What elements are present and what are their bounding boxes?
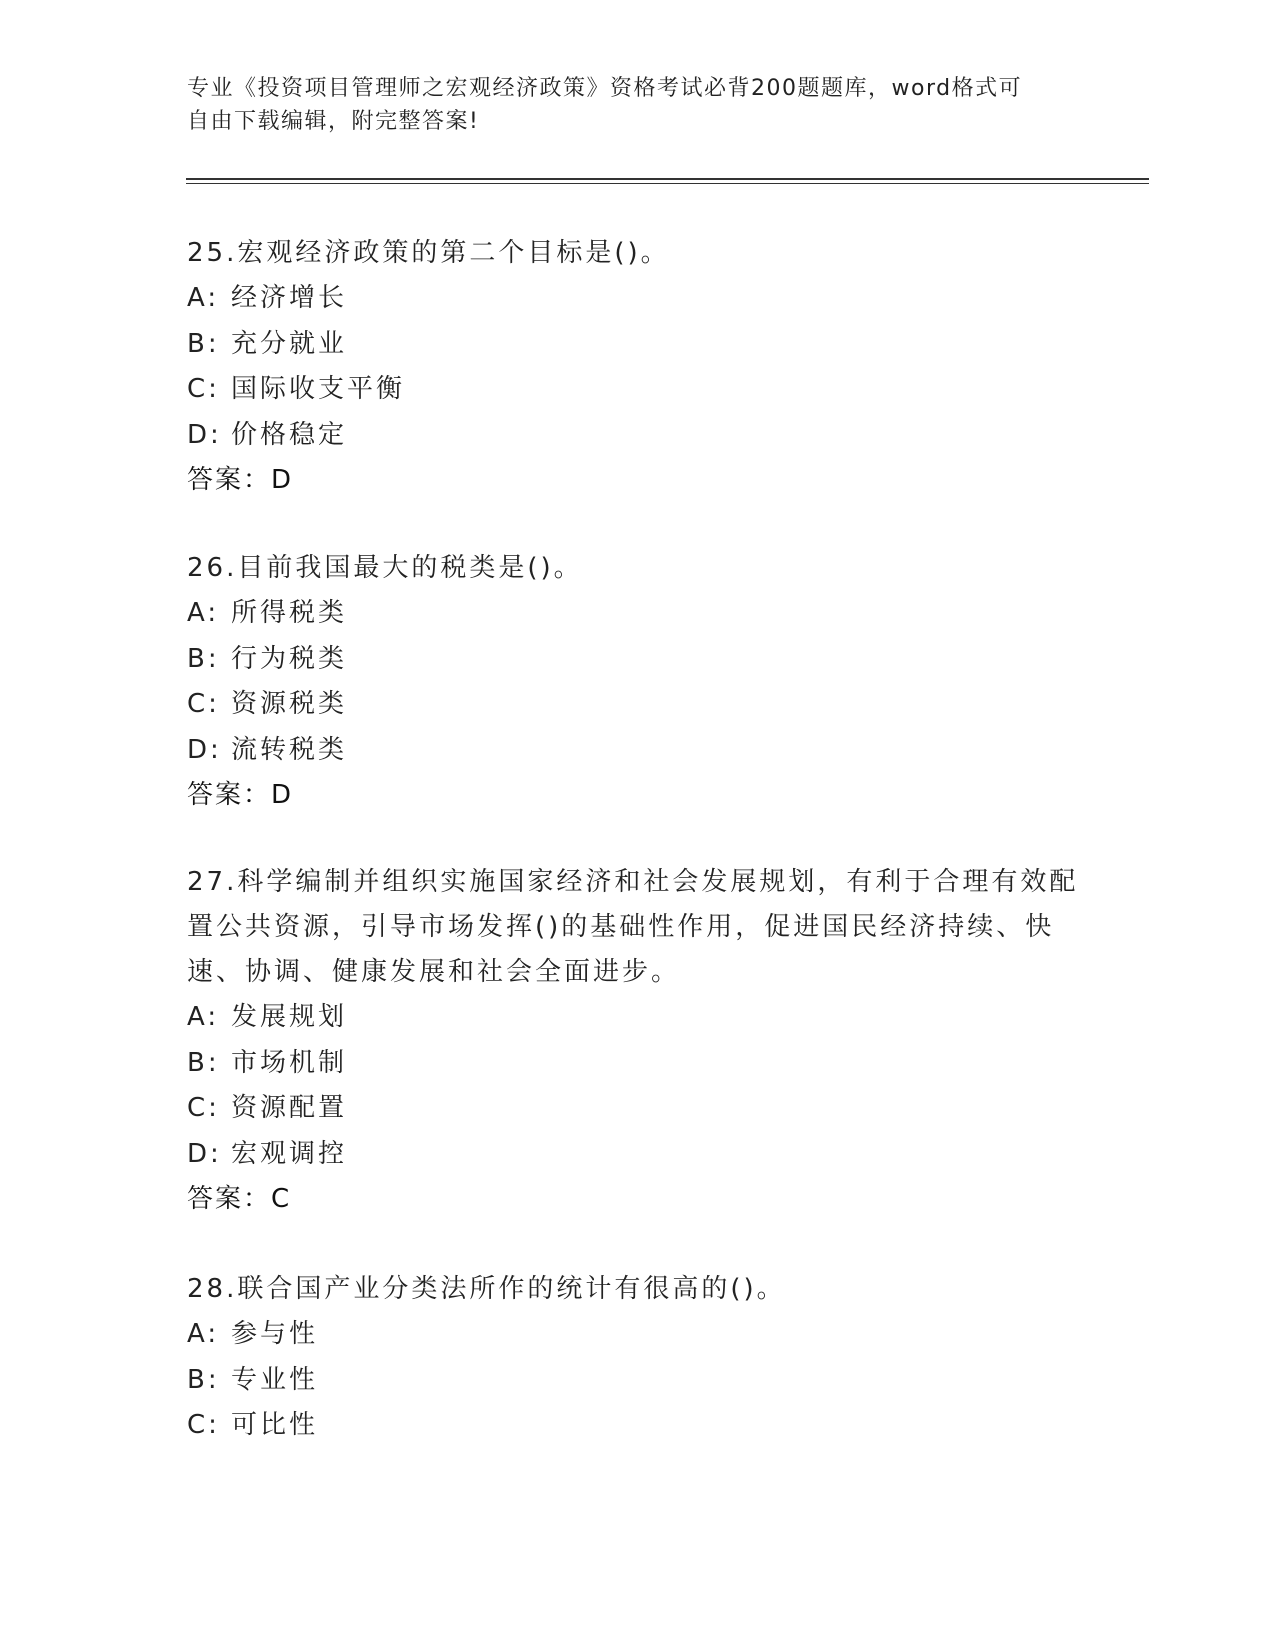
option-c (187, 1086, 1087, 1132)
option-label: A: (187, 1002, 220, 1032)
option-d (187, 413, 1087, 459)
option-text: 发展规划 (231, 1002, 348, 1032)
option-text: 参与性 (231, 1319, 319, 1349)
header-divider-top (186, 178, 1149, 180)
option-label: B: (187, 1364, 220, 1395)
option-text: 行为税类 (231, 643, 348, 674)
option-d (187, 728, 1087, 774)
option-text: 可比性 (231, 1410, 319, 1440)
question-28 (187, 1267, 1087, 1449)
option-label: C: (187, 1093, 220, 1123)
option-text: 资源配置 (231, 1093, 348, 1123)
option-a (187, 995, 1087, 1041)
option-a (187, 276, 1087, 322)
option-label: B: (187, 1047, 220, 1078)
option-text: 国际收支平衡 (231, 374, 406, 404)
header-divider-bottom (186, 183, 1149, 184)
option-text: 宏观调控 (231, 1138, 348, 1169)
option-text: 流转税类 (231, 734, 348, 765)
question-stem-line-1: 27.科学编制并组织实施国家经济和社会发展规划，有利于合理有效配 (187, 867, 1079, 897)
question-stem: 26.目前我国最大的税类是()。 (187, 553, 583, 583)
option-text: 所得税类 (231, 598, 348, 628)
option-b (187, 322, 1087, 368)
option-text: 经济增长 (231, 283, 348, 313)
header-line-1: 专业《投资项目管理师之宏观经济政策》资格考试必背200题题库，word格式可 (187, 76, 1023, 101)
option-b (187, 637, 1087, 683)
answer: 答案：C (187, 1184, 292, 1214)
question-26 (187, 546, 1087, 818)
option-label: D: (187, 734, 222, 765)
option-label: C: (187, 689, 220, 719)
question-stem: 25.宏观经济政策的第二个目标是()。 (187, 238, 670, 268)
option-c (187, 367, 1087, 413)
question-stem: 28.联合国产业分类法所作的统计有很高的()。 (187, 1274, 786, 1304)
option-a (187, 591, 1087, 637)
option-b (187, 1358, 1087, 1404)
option-label: D: (187, 419, 222, 450)
option-text: 资源税类 (231, 689, 348, 719)
option-label: C: (187, 1410, 220, 1440)
option-d (187, 1132, 1087, 1178)
option-c (187, 682, 1087, 728)
option-label: B: (187, 328, 220, 359)
option-a (187, 1312, 1087, 1358)
answer: 答案：D (187, 465, 294, 495)
option-label: A: (187, 283, 220, 313)
question-25 (187, 231, 1087, 503)
answer: 答案：D (187, 780, 294, 810)
option-label: C: (187, 374, 220, 404)
option-label: D: (187, 1138, 222, 1169)
option-text: 充分就业 (231, 328, 348, 359)
option-text: 市场机制 (231, 1047, 348, 1078)
question-27 (187, 860, 1087, 1222)
option-text: 专业性 (231, 1364, 319, 1395)
option-label: A: (187, 1319, 220, 1349)
question-stem-line-2: 置公共资源，引导市场发挥()的基础性作用，促进国民经济持续、快 (187, 912, 1055, 942)
option-b (187, 1041, 1087, 1087)
option-text: 价格稳定 (231, 419, 348, 450)
question-stem-line-3: 速、协调、健康发展和社会全面进步。 (187, 957, 681, 987)
option-label: B: (187, 643, 220, 674)
option-c (187, 1403, 1087, 1449)
header-line-2: 自由下载编辑，附完整答案! (187, 109, 480, 134)
option-label: A: (187, 598, 220, 628)
document-header (187, 72, 1067, 138)
